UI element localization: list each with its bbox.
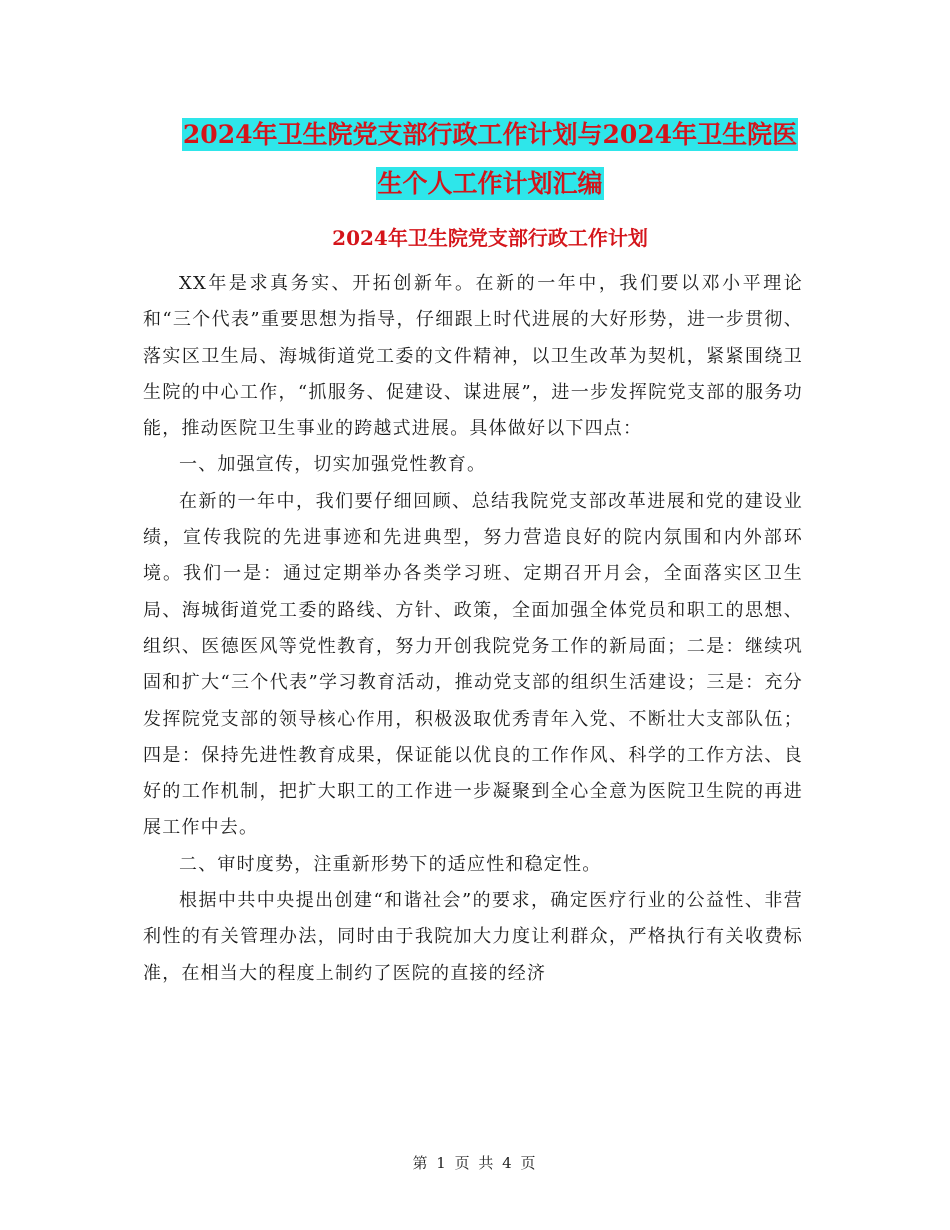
document-body <box>143 266 803 992</box>
paragraph-heading-1: 一、加强宣传，切实加强党性教育。 <box>179 454 487 476</box>
title-line-2: 生个人工作计划汇编 <box>377 169 603 198</box>
paragraph-heading-2: 二、审时度势，注重新形势下的适应性和稳定性。 <box>179 853 602 875</box>
section-title: 2024年卫生院党支部行政工作计划 <box>332 226 648 250</box>
title-line-1: 2024年卫生院党支部行政工作计划与2024年卫生院医 <box>182 120 798 149</box>
paragraph-body-1: 在新的一年中，我们要仔细回顾、总结我院党支部改革进展和党的建设业绩，宣传我院的先进事迹和先进典型，努力营造良好的院内氛围和内外部环境。我们一是：通过定期举办各类学习班、定期召开月会，全面落实区卫生局、海城街道党工委的路线、方针、政策，全面加强全体党员和职工的思想、组织、医德医风等党性教育，努力开创我院党务工作的新局面；二是：继续巩固和扩大“三个代表”学习教育活动，推动党支部的组织生活建设；三是：充分发挥院党支部的领导核心作用，积极汲取优秀青年入党、不断壮大支部队伍；四是：保持先进性教育成果，保证能以优良的工作作风、科学的工作方法、良好的工作机制，把扩大职工的工作进一步凝聚到全心全意为医院卫生院的再进展工作中去。 <box>143 490 803 839</box>
paragraph-body-2: 根据中共中央提出创建“和谐社会”的要求，确定医疗行业的公益性、非营利性的有关管理办法，同时由于我院加大力度让利群众，严格执行有关收费标准，在相当大的程度上制约了医院的直接的经济 <box>143 890 803 984</box>
page-footer: 第 1 页 共 4 页 <box>412 1154 538 1172</box>
paragraph-intro: XX年是求真务实、开拓创新年。在新的一年中，我们要以邓小平理论和“三个代表”重要思想为指导，仔细跟上时代进展的大好形势，进一步贯彻、落实区卫生局、海城街道党工委的文件精神，以卫生改革为契机，紧紧围绕卫生院的中心工作，“抓服务、促建设、谋进展”，进一步发挥院党支部的服务功能，推动医院卫生事业的跨越式进展。具体做好以下四点： <box>143 273 803 440</box>
document-title <box>140 110 840 208</box>
